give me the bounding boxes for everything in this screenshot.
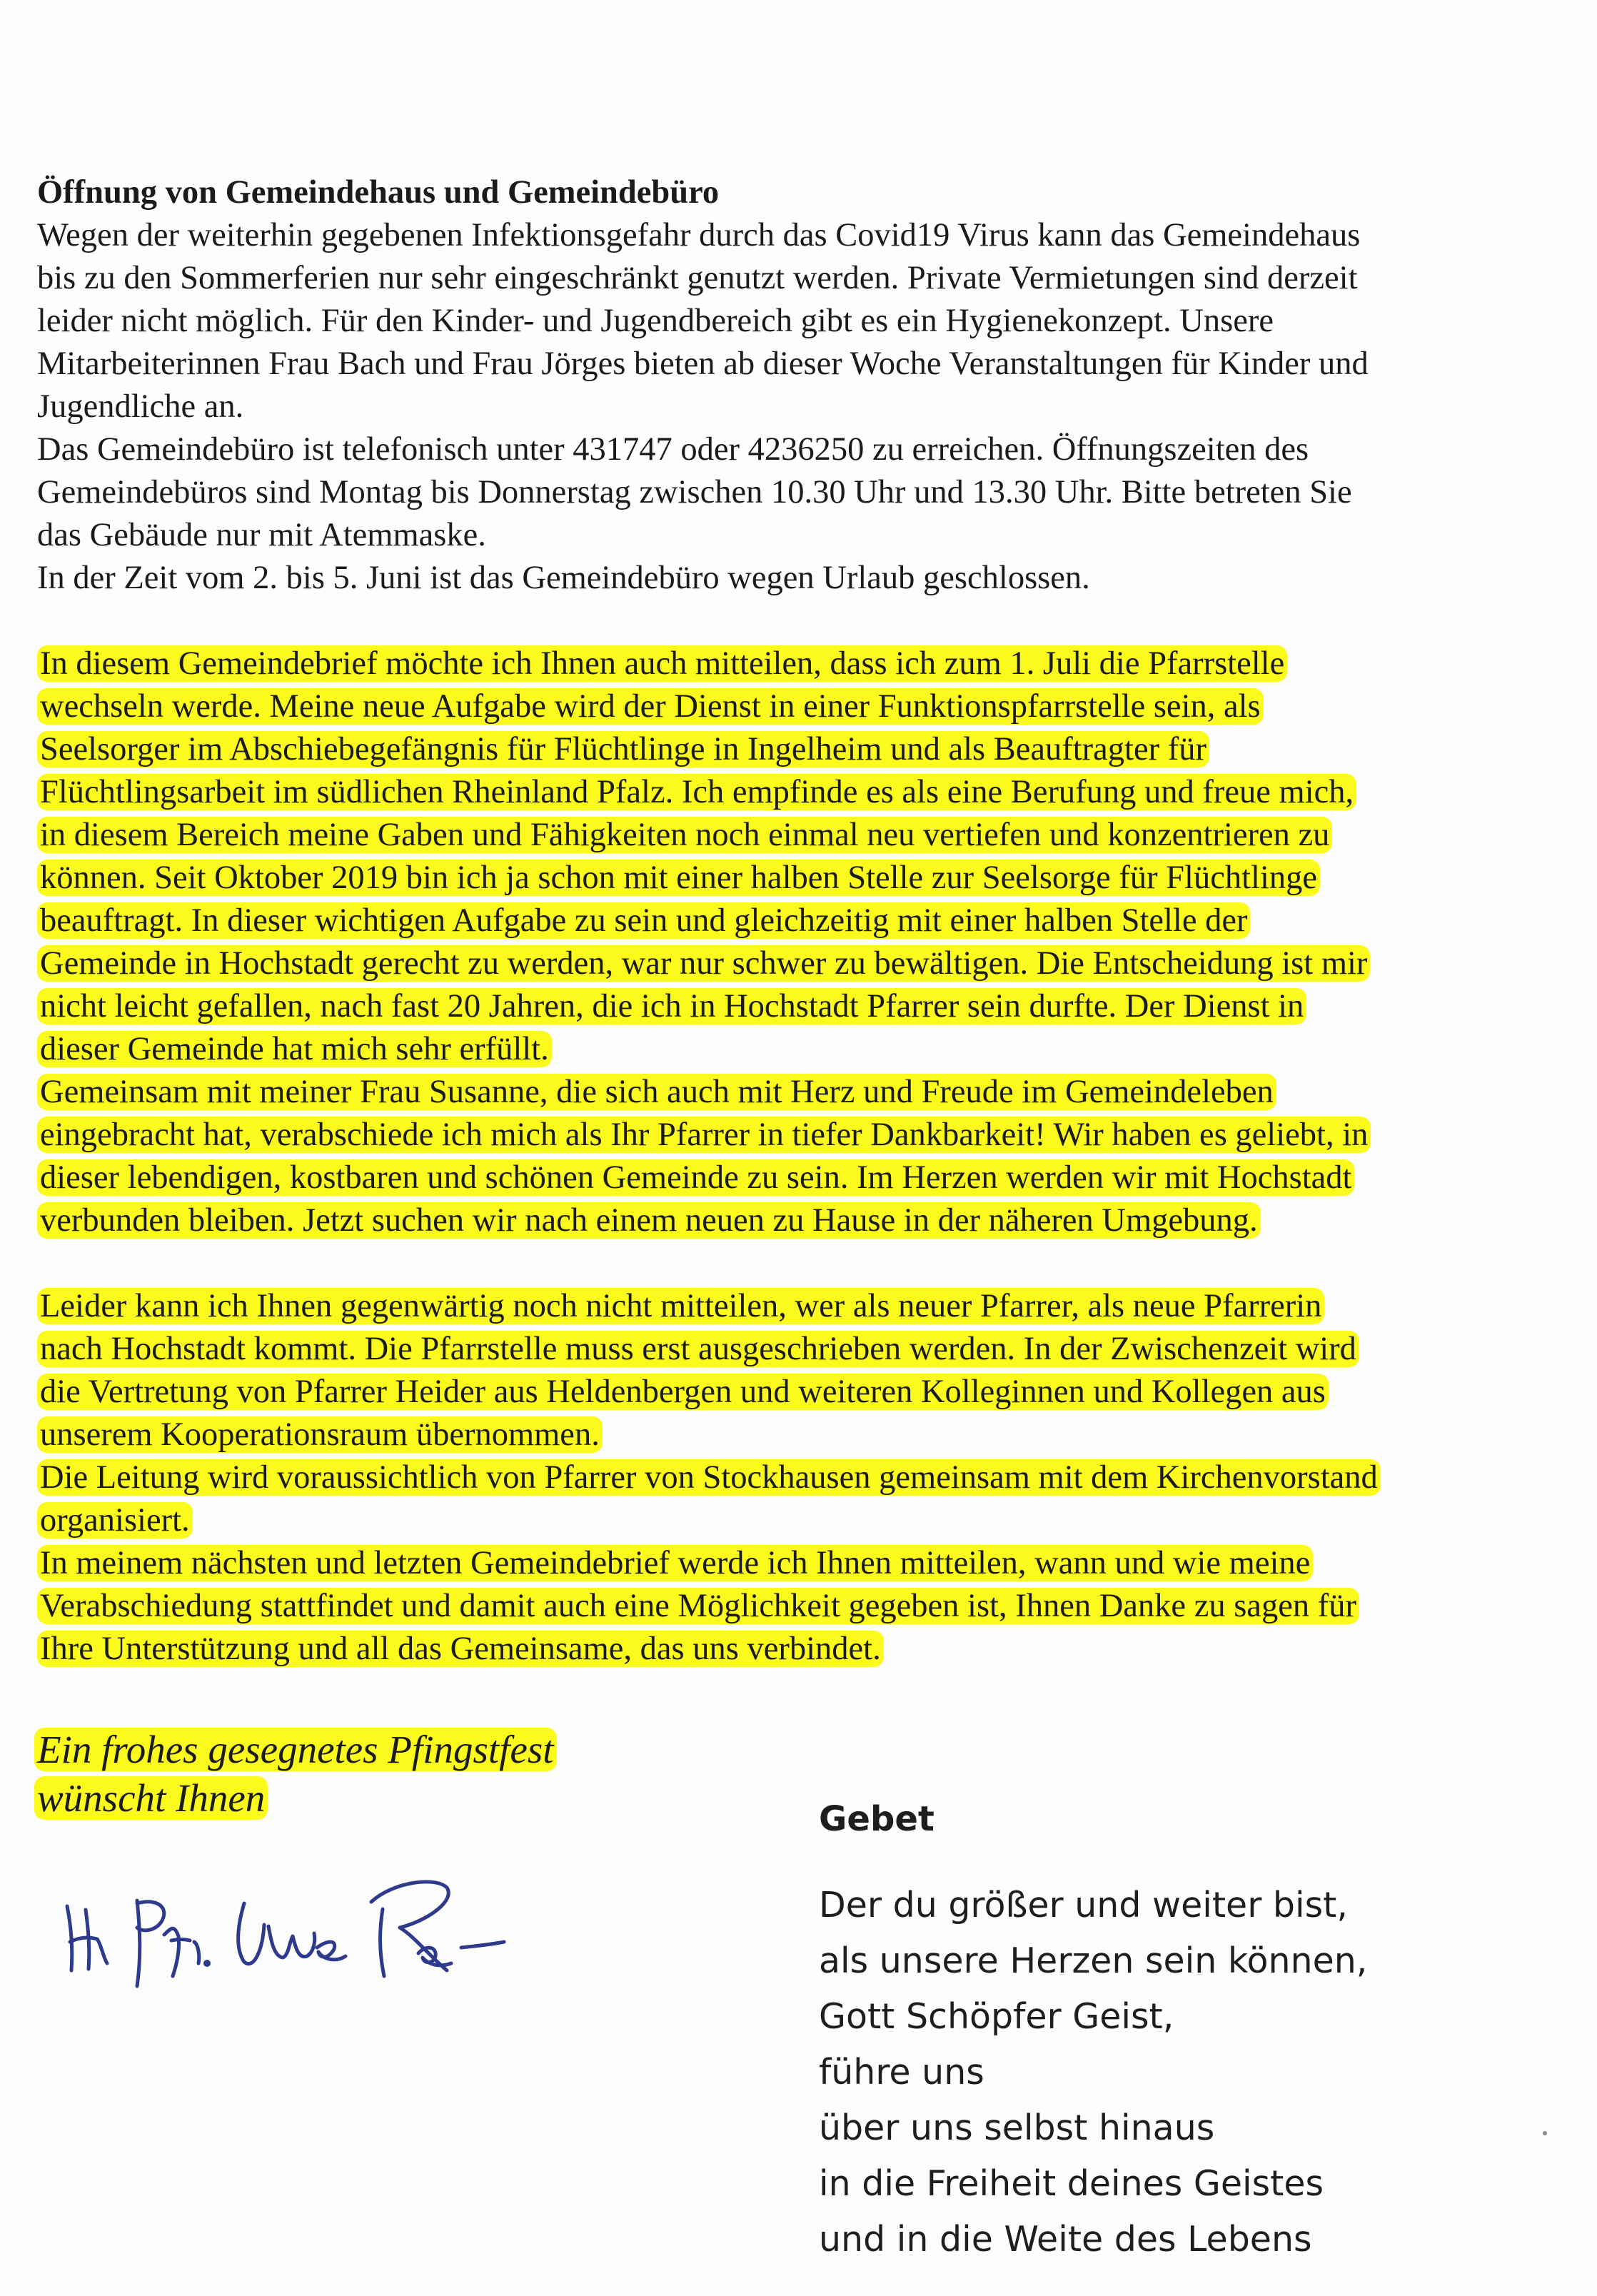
text-line: das Gebäude nur mit Atemmaske. — [37, 517, 486, 553]
prayer-line: als unsere Herzen sein können, — [819, 1940, 1368, 1981]
scan-speck — [1543, 2131, 1547, 2135]
section-opening — [37, 171, 1572, 600]
highlighted-line: Gemeinsam mit meiner Frau Susanne, die sich auch mit Herz und Freude im Gemeindeleben — [37, 1074, 1276, 1110]
text-line: leider nicht möglich. Für den Kinder- und Jugendbereich gibt es ein Hygienekonzept. Unsere — [37, 303, 1274, 339]
handwritten-signature — [57, 1856, 514, 1999]
highlighted-line: verbunden bleiben. Jetzt suchen wir nach einem neuen zu Hause in der näheren Umgebung. — [37, 1202, 1261, 1239]
highlighted-line: die Vertretung von Pfarrer Heider aus Heldenbergen und weiteren Kolleginnen und Kollegen aus — [37, 1374, 1329, 1410]
highlighted-line: Gemeinde in Hochstadt gerecht zu werden, war nur schwer zu bewältigen. Die Entscheidung ist mir — [37, 945, 1370, 982]
prayer-block — [819, 1798, 1367, 2267]
closing-wish — [34, 1726, 557, 1823]
letter-body — [37, 171, 1572, 1671]
highlighted-line: in diesem Bereich meine Gaben und Fähigkeiten noch einmal neu vertiefen und konzentrieren zu — [37, 817, 1332, 853]
highlighted-line: dieser lebendigen, kostbaren und schönen Gemeinde zu sein. Im Herzen werden wir mit Hochstadt — [37, 1159, 1354, 1196]
highlighted-line: können. Seit Oktober 2019 bin ich ja schon mit einer halben Stelle zur Seelsorge für Flüchtlinge — [37, 860, 1320, 896]
highlighted-line: beauftragt. In dieser wichtigen Aufgabe zu sein und gleichzeitig mit einer halben Stelle der — [37, 902, 1250, 939]
highlighted-line: wechseln werde. Meine neue Aufgabe wird der Dienst in einer Funktionspfarrstelle sein, als — [37, 688, 1264, 725]
highlighted-line: nicht leicht gefallen, nach fast 20 Jahren, die ich in Hochstadt Pfarrer sein durfte. Der Dienst in — [37, 988, 1306, 1024]
highlighted-line: Seelsorger im Abschiebegefängnis für Flüchtlinge in Ingelheim und als Beauftragter für — [37, 731, 1209, 767]
closing-line: wünscht Ihnen — [34, 1776, 268, 1820]
prayer-line: Gott Schöpfer Geist, — [819, 1996, 1174, 2037]
prayer-title: Gebet — [819, 1799, 934, 1839]
highlighted-line: Die Leitung wird voraussichtlich von Pfarrer von Stockhausen gemeinsam mit dem Kirchenvorstand — [37, 1459, 1381, 1496]
prayer-line: über uns selbst hinaus — [819, 2108, 1215, 2148]
highlighted-line: eingebracht hat, verabschiede ich mich als Ihr Pfarrer in tiefer Dankbarkeit! Wir haben es geliebt, in — [37, 1117, 1371, 1153]
highlighted-line: Flüchtlingsarbeit im südlichen Rheinland Pfalz. Ich empfinde es als eine Berufung und freue mich, — [37, 774, 1356, 810]
section-successor — [37, 1285, 1572, 1671]
text-line: In der Zeit vom 2. bis 5. Juni ist das Gemeindebüro wegen Urlaub geschlossen. — [37, 560, 1090, 596]
prayer-line: und in die Weite des Lebens — [819, 2219, 1312, 2260]
text-line: bis zu den Sommerferien nur sehr eingeschränkt genutzt werden. Private Vermietungen sind derzeit — [37, 260, 1358, 296]
highlighted-line: unserem Kooperationsraum übernommen. — [37, 1416, 603, 1453]
highlighted-line: organisiert. — [37, 1502, 193, 1539]
highlighted-line: Leider kann ich Ihnen gegenwärtig noch nicht mitteilen, wer als neuer Pfarrer, als neue Pfarrerin — [37, 1288, 1324, 1324]
text-line: Das Gemeindebüro ist telefonisch unter 431747 oder 4236250 zu erreichen. Öffnungszeiten des — [37, 431, 1309, 468]
section-heading: Öffnung von Gemeindehaus und Gemeindebüro — [37, 174, 720, 211]
text-line: Mitarbeiterinnen Frau Bach und Frau Jörges bieten ab dieser Woche Veranstaltungen für Kinder und — [37, 346, 1369, 382]
prayer-line: Der du größer und weiter bist, — [819, 1885, 1348, 1925]
highlighted-line: dieser Gemeinde hat mich sehr erfüllt. — [37, 1031, 552, 1067]
closing-line: Ein frohes gesegnetes Pfingstfest — [34, 1728, 557, 1771]
text-line: Gemeindebüros sind Montag bis Donnerstag zwischen 10.30 Uhr und 13.30 Uhr. Bitte betreten Sie — [37, 474, 1352, 510]
highlighted-line: Verabschiedung stattfindet und damit auch eine Möglichkeit gegeben ist, Ihnen Danke zu sagen für — [37, 1588, 1359, 1624]
prayer-line: führe uns — [819, 2052, 984, 2093]
highlighted-line: In diesem Gemeindebrief möchte ich Ihnen auch mitteilen, dass ich zum 1. Juli die Pfarrstelle — [37, 645, 1287, 682]
prayer-line: in die Freiheit deines Geistes — [819, 2163, 1324, 2204]
highlighted-line: In meinem nächsten und letzten Gemeindebrief werde ich Ihnen mitteilen, wann und wie meine — [37, 1545, 1313, 1581]
highlighted-line: nach Hochstadt kommt. Die Pfarrstelle muss erst ausgeschrieben werden. In der Zwischenzeit wird — [37, 1331, 1359, 1367]
highlighted-line: Ihre Unterstützung und all das Gemeinsame, das uns verbindet. — [37, 1631, 884, 1667]
text-line: Wegen der weiterhin gegebenen Infektionsgefahr durch das Covid19 Virus kann das Gemeindehaus — [37, 217, 1361, 253]
text-line: Jugendliche an. — [37, 388, 244, 425]
section-farewell — [37, 643, 1572, 1242]
